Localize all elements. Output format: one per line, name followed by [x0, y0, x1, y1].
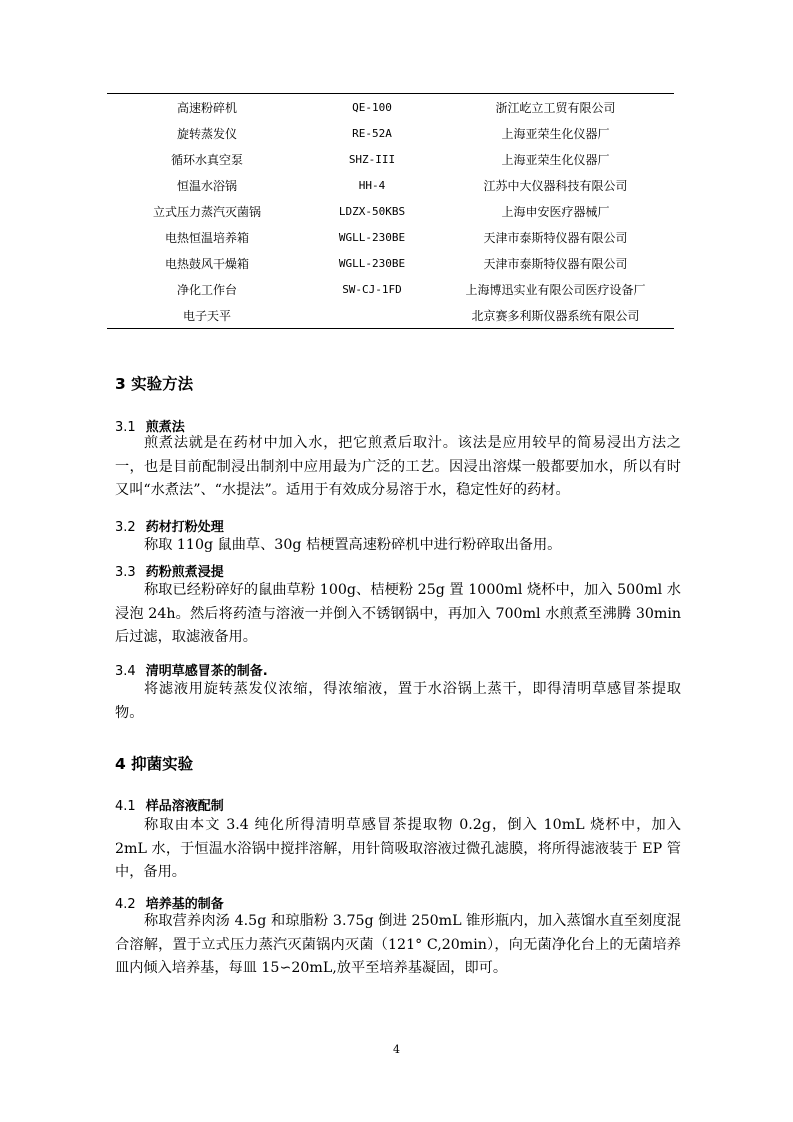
equipment-name-cell: 旋转蒸发仪: [176, 126, 237, 141]
paragraph-3-1: 煎煮法就是在药材中加入水，把它煎煮后取汁。该法是应用较早的简易浸出方法之一，也是目前配制浸出制剂中应用最为广泛的工艺。因浸出溶煤一般都要加水，所以有时又叫“水煮法”、“水提法”。适用于有效成分易溶于水，稳定性好的药材。: [115, 435, 681, 498]
subsection-3-2-heading: [115, 516, 224, 535]
subsection-title: 样品溶液配制: [145, 799, 224, 814]
paragraph-3-4: 将滤液用旋转蒸发仪浓缩，得浓缩液，置于水浴锅上蒸干，即得清明草感冒茶提取物。: [115, 681, 681, 721]
table-row: [107, 198, 674, 224]
equipment-maker-cell: 天津市泰斯特仪器有限公司: [483, 256, 628, 271]
paragraph-3-3: 称取已经粉碎好的鼠曲草粉 100g、桔梗粉 25g 置 1000ml 烧杯中，加入 500ml 水浸泡 24h。然后将药渣与溶液一并倒入不锈钢锅中，再加入 700ml 水煎煮至沸腾 30min 后过滤，取滤液备用。: [115, 582, 681, 645]
table-row: [107, 276, 674, 302]
section-4-heading: 4 抑菌实验: [115, 755, 194, 773]
subsection-title: 药材打粉处理: [145, 520, 224, 535]
table-row: [107, 94, 674, 120]
equipment-name-cell: 恒温水浴锅: [176, 178, 237, 193]
paragraph-4-2: 称取营养肉汤 4.5g 和琼脂粉 3.75g 倒进 250mL 锥形瓶内，加入蒸馏水直至刻度混合溶解，置于立式压力蒸汽灭菌锅内灭菌（121° C,20min），向无菌净化台上的无菌培养皿内倾入培养基，每皿 15∽20mL,放平至培养基凝固，即可。: [115, 913, 681, 976]
equipment-name-cell: 立式压力蒸汽灭菌锅: [152, 204, 261, 219]
page-number: 4: [393, 1043, 400, 1056]
equipment-model-cell: HH-4: [358, 178, 386, 192]
equipment-model-cell: LDZX-50KBS: [338, 204, 406, 218]
paragraph-4-1: 称取由本文 3.4 纯化所得清明草感冒茶提取物 0.2g，倒入 10mL 烧杯中，加入 2mL 水，于恒温水浴锅中搅拌溶解，用针筒吸取溶液过微孔滤膜，将所得滤液装于 EP 管中，备用。: [115, 817, 681, 880]
table-row: [107, 172, 674, 198]
equipment-name-cell: 净化工作台: [176, 282, 237, 297]
subsection-number: 4.1: [115, 799, 136, 814]
subsection-title: 培养基的制备: [145, 897, 224, 912]
subsection-4-1-heading: [115, 795, 224, 814]
equipment-maker-cell: 上海博迅实业有限公司医疗设备厂: [465, 282, 646, 297]
table-row: [107, 146, 674, 172]
subsection-number: 3.4: [115, 664, 136, 679]
equipment-maker-cell: 江苏中大仪器科技有限公司: [483, 178, 628, 193]
equipment-table-body: [107, 94, 674, 328]
equipment-model-cell: [307, 302, 437, 328]
equipment-maker-cell: 北京赛多利斯仪器系统有限公司: [471, 308, 640, 323]
equipment-name-cell: 循环水真空泵: [170, 152, 243, 167]
subsection-number: 3.2: [115, 520, 136, 535]
equipment-model-cell: WGLL-230BE: [338, 230, 406, 244]
paragraph-3-2: 称取 110g 鼠曲草、30g 桔梗置高速粉碎机中进行粉碎取出备用。: [144, 537, 562, 553]
subsection-title: 药粉煎煮浸提: [145, 565, 224, 580]
table-row: [107, 302, 674, 328]
equipment-model-cell: QE-100: [352, 100, 392, 114]
table-row: [107, 224, 674, 250]
subsection-number: 4.2: [115, 897, 136, 912]
equipment-maker-cell: 浙江屹立工贸有限公司: [495, 100, 616, 115]
equipment-model-cell: RE-52A: [352, 126, 392, 140]
equipment-name-cell: 高速粉碎机: [176, 100, 237, 115]
equipment-model-cell: WGLL-230BE: [338, 256, 406, 270]
equipment-model-cell: SHZ-III: [348, 152, 396, 166]
equipment-model-cell: SW-CJ-1FD: [342, 282, 402, 296]
section-3-heading: 3 实验方法: [115, 375, 194, 393]
equipment-name-cell: 电热鼓风干燥箱: [164, 256, 249, 271]
equipment-maker-cell: 上海亚荣生化仪器厂: [501, 126, 610, 141]
equipment-table: [107, 93, 674, 329]
subsection-title: 清明草感冒茶的制备.: [145, 664, 268, 679]
equipment-maker-cell: 天津市泰斯特仪器有限公司: [483, 230, 628, 245]
equipment-name-cell: 电子天平: [182, 308, 231, 323]
subsection-number: 3.3: [115, 565, 136, 580]
subsection-3-4-heading: [115, 660, 268, 679]
table-row: [107, 120, 674, 146]
table-row: [107, 250, 674, 276]
subsection-number: 3.1: [115, 420, 136, 435]
equipment-name-cell: 电热恒温培养箱: [164, 230, 249, 245]
subsection-3-3-heading: [115, 561, 224, 580]
equipment-maker-cell: 上海申安医疗器械厂: [501, 204, 610, 219]
equipment-maker-cell: 上海亚荣生化仪器厂: [501, 152, 610, 167]
subsection-title: 煎煮法: [145, 420, 185, 435]
